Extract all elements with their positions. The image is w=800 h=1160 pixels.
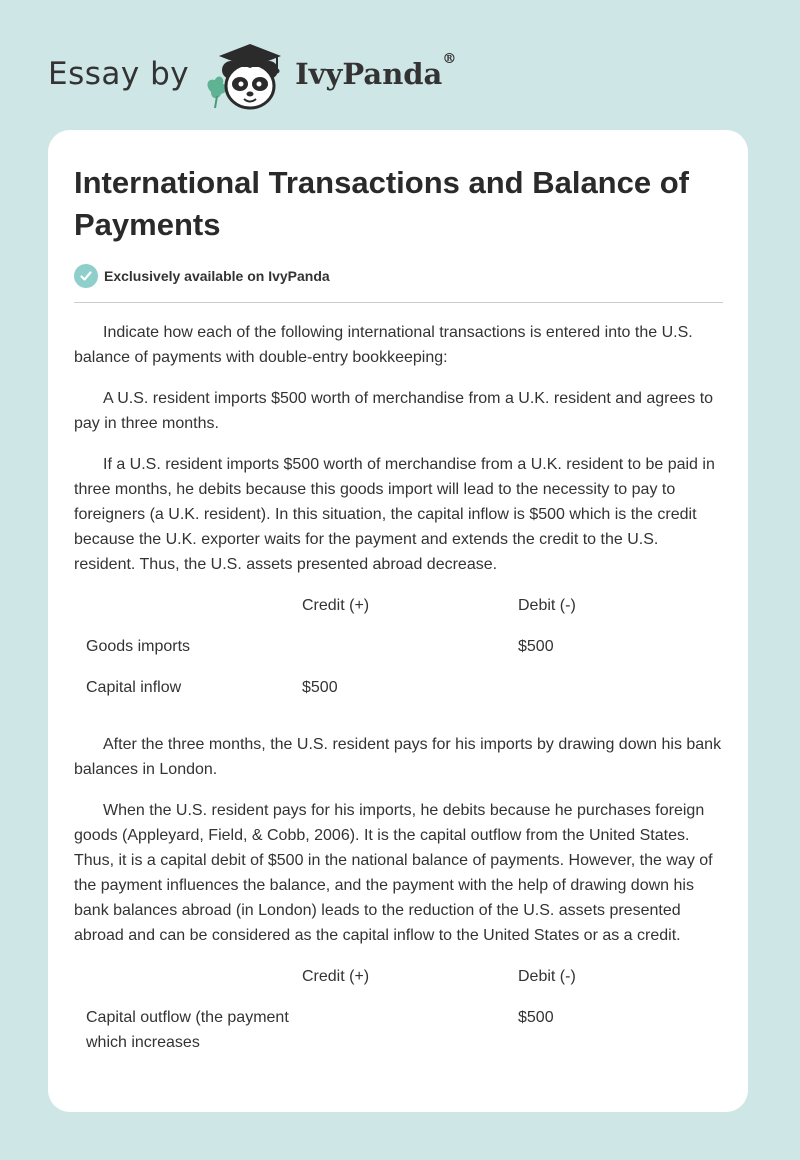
table-header-row xyxy=(74,964,724,1005)
entry-table-2 xyxy=(74,964,724,1055)
table-header-cell: Debit (-) xyxy=(518,597,576,614)
divider xyxy=(74,302,723,303)
paragraph: If a U.S. resident imports $500 worth of merchandise from a U.K. resident to be paid in three months, he debits because this goods import will lead to the necessity to pay to foreigners (a U.K. resident). In this situation, the capital inflow is $500 which is the credit because the U.K. exporter waits for the payment and extends the credit to the U.S. resident. Thus, the U.S. assets presented abroad decrease. xyxy=(74,456,715,573)
registered-mark: ® xyxy=(442,51,457,67)
table-cell: $500 xyxy=(518,1009,554,1026)
table-header-cell: Credit (+) xyxy=(302,968,370,985)
table-cell: Goods imports xyxy=(86,638,191,655)
paragraph: When the U.S. resident pays for his imports, he debits because he purchases foreign goods (Appleyard, Field, & Cobb, 2006). It is the capital outflow from the United States. Thus, it is a capital debit of $500 in the national balance of payments. However, the way of the payment influences the balance, and the payment with the help of drawing down his bank balances abroad (in London) leads to the reduction of the U.S. assets presented abroad and can be considered as the capital inflow to the United States or as a credit. xyxy=(74,802,713,944)
brand-name: IvyPanda® xyxy=(295,51,457,91)
table-cell: $500 xyxy=(518,638,554,655)
table-row xyxy=(74,675,724,716)
paragraph: After the three months, the U.S. resident pays for his imports by drawing down his bank balances in London. xyxy=(74,736,722,778)
badge-label: Exclusively available on IvyPanda xyxy=(104,268,330,284)
article-card xyxy=(48,130,748,1112)
page-title: International Transactions and Balance of Payments xyxy=(74,165,689,242)
article-body xyxy=(74,320,724,1071)
table-cell: Capital outflow (the payment which increases xyxy=(86,1009,289,1051)
panda-logo-icon xyxy=(203,34,289,114)
table-row xyxy=(74,634,724,675)
table-header-row xyxy=(74,593,724,634)
paragraph: Indicate how each of the following international transactions is entered into the U.S. balance of payments with double-entry bookkeeping: xyxy=(74,324,693,366)
table-cell: $500 xyxy=(302,679,338,696)
check-icon xyxy=(74,264,98,288)
table-header-cell: Credit (+) xyxy=(302,597,370,614)
brand-header[interactable] xyxy=(48,34,456,114)
table-cell: Capital inflow xyxy=(86,679,182,696)
exclusive-badge xyxy=(74,264,330,288)
paragraph: A U.S. resident imports $500 worth of merchandise from a U.K. resident and agrees to pay in three months. xyxy=(74,390,714,432)
table-row xyxy=(74,1005,724,1055)
ivy-leaf-icon xyxy=(208,77,228,108)
brand-prefix: Essay by xyxy=(48,56,190,92)
entry-table-1 xyxy=(74,593,724,716)
table-header-cell: Debit (-) xyxy=(518,968,576,985)
